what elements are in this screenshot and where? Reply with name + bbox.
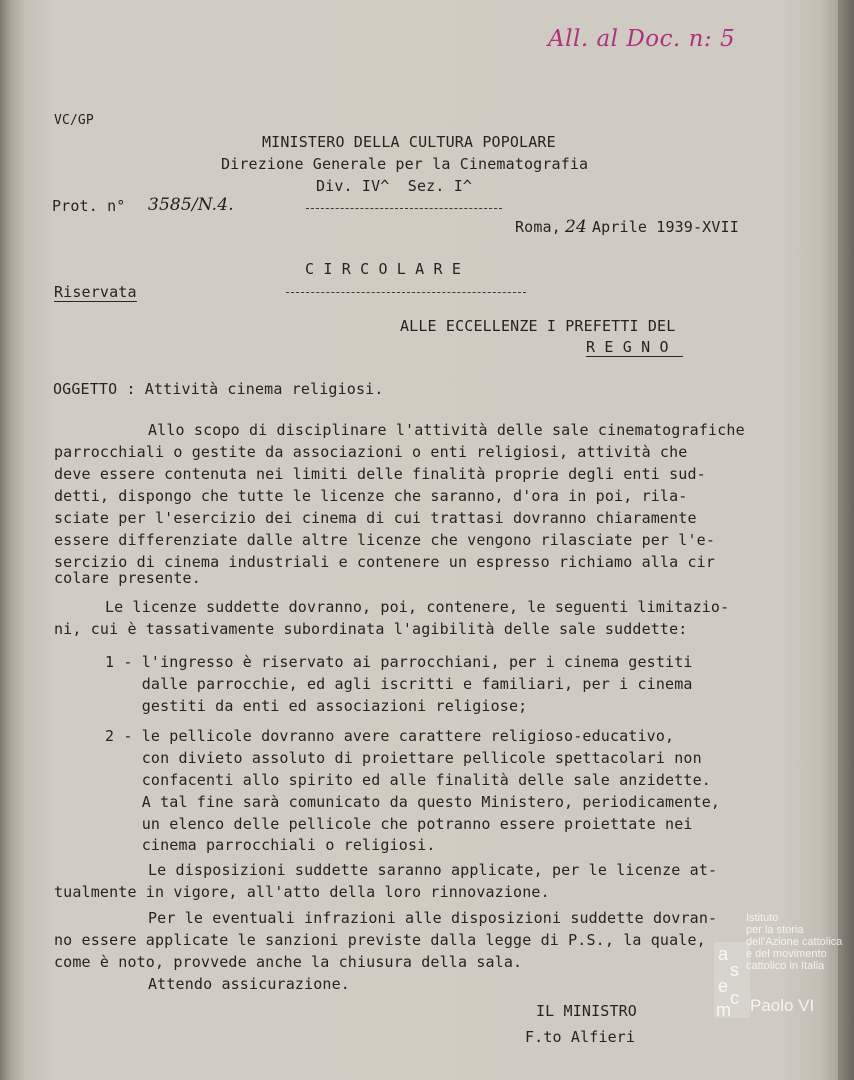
signature-name: F.to Alfieri xyxy=(525,1028,636,1046)
date-day-handwritten: 24 xyxy=(565,217,587,237)
text-line: ni, cui è tassativamente subordinata l'agibilità delle sale suddette: xyxy=(54,620,688,638)
text-line: tualmente in vigore, all'atto della loro rinnovazione. xyxy=(54,883,550,901)
document-type: C I R C O L A R E xyxy=(305,260,462,278)
addressee-line-2: R E G N O xyxy=(586,338,683,357)
text-line: confacenti allo spirito ed alle finalità delle sale anzidette. xyxy=(105,771,711,789)
text-line: detti, dispongo che tutte le licenze che saranno, d'ora in poi, rila- xyxy=(54,487,688,505)
protocol-number: 3585/N.4. xyxy=(148,195,234,215)
text-line: 1 - l'ingresso è riservato ai parrocchiani, per i cinema gestiti xyxy=(105,653,693,671)
text-line: sercizio di cinema industriali e contenere un espresso richiamo alla cir xyxy=(54,553,716,571)
text-line: dalle parrocchie, ed agli iscritti e familiari, per i cinema xyxy=(105,675,693,693)
text-line: un elenco delle pellicole che potranno essere proiettate nei xyxy=(105,815,693,833)
svg-text:a: a xyxy=(718,944,729,964)
text-line: Per le eventuali infrazioni alle disposizioni suddette dovran- xyxy=(148,909,718,927)
svg-text:e: e xyxy=(718,976,729,996)
text-line: sciate per l'esercizio dei cinema di cui trattasi dovranno chiaramente xyxy=(54,509,697,527)
text-line: con divieto assoluto di proiettare pellicole spettacolari non xyxy=(105,749,702,767)
text-line: gestiti da enti ed associazioni religiose; xyxy=(105,697,528,715)
text-line: A tal fine sarà comunicato da questo Ministero, periodicamente, xyxy=(105,793,721,811)
addressee-line-1: ALLE ECCELLENZE I PREFETTI DEL xyxy=(400,317,676,335)
svg-text:s: s xyxy=(730,960,739,980)
place-label: Roma, xyxy=(515,218,561,236)
watermark-brand: Paolo VI xyxy=(750,996,815,1015)
text-line: 2 - le pellicole dovranno avere carattere religioso-educativo, xyxy=(105,727,675,745)
reference-code: VC/GP xyxy=(54,113,94,128)
svg-text:c: c xyxy=(730,988,739,1008)
header-separator xyxy=(306,208,502,209)
text-line: cinema parrocchiali o religiosi. xyxy=(105,836,436,854)
text-line: parrocchiali o gestite da associazioni o enti religiosi, attività che xyxy=(54,443,688,461)
text-line: Allo scopo di disciplinare l'attività delle sale cinematografiche xyxy=(148,421,745,439)
handwritten-annotation: All. al Doc. n: 5 xyxy=(548,26,736,52)
text-line: no essere applicate le sanzioni previste dalla legge di P.S., la quale, xyxy=(54,931,706,949)
subject-line: OGGETTO : Attività cinema religiosi. xyxy=(53,380,384,398)
doc-type-separator xyxy=(286,292,526,293)
signature-title: IL MINISTRO xyxy=(536,1002,637,1020)
closing-line: Attendo assicurazione. xyxy=(148,975,350,993)
division-heading: Div. IV^ Sez. I^ xyxy=(316,177,473,195)
archive-watermark xyxy=(712,912,854,1020)
text-line: Le licenze suddette dovranno, poi, contenere, le seguenti limitazio- xyxy=(105,598,730,616)
date-text: Aprile 1939-XVII xyxy=(592,218,739,236)
protocol-label: Prot. n° xyxy=(52,197,126,215)
classification: Riservata xyxy=(54,283,137,301)
text-line: come è noto, provvede anche la chiusura della sala. xyxy=(54,953,523,971)
text-line: essere differenziate dalle altre licenze che vengono rilasciate per l'e- xyxy=(54,531,716,549)
text-line: Le disposizioni suddette saranno applicate, per le licenze at- xyxy=(148,861,718,879)
text-line: deve essere contenuta nei limiti delle finalità proprie degli enti sud- xyxy=(54,465,706,483)
text-line: colare presente. xyxy=(54,569,201,587)
directorate-heading: Direzione Generale per la Cinematografia xyxy=(221,155,589,173)
watermark-text: Istituto per la storia dell'Azione cattolica e del movimento cattolico in Italia xyxy=(746,912,843,972)
svg-text:m: m xyxy=(716,1000,731,1018)
ministry-heading: MINISTERO DELLA CULTURA POPOLARE xyxy=(262,133,556,151)
